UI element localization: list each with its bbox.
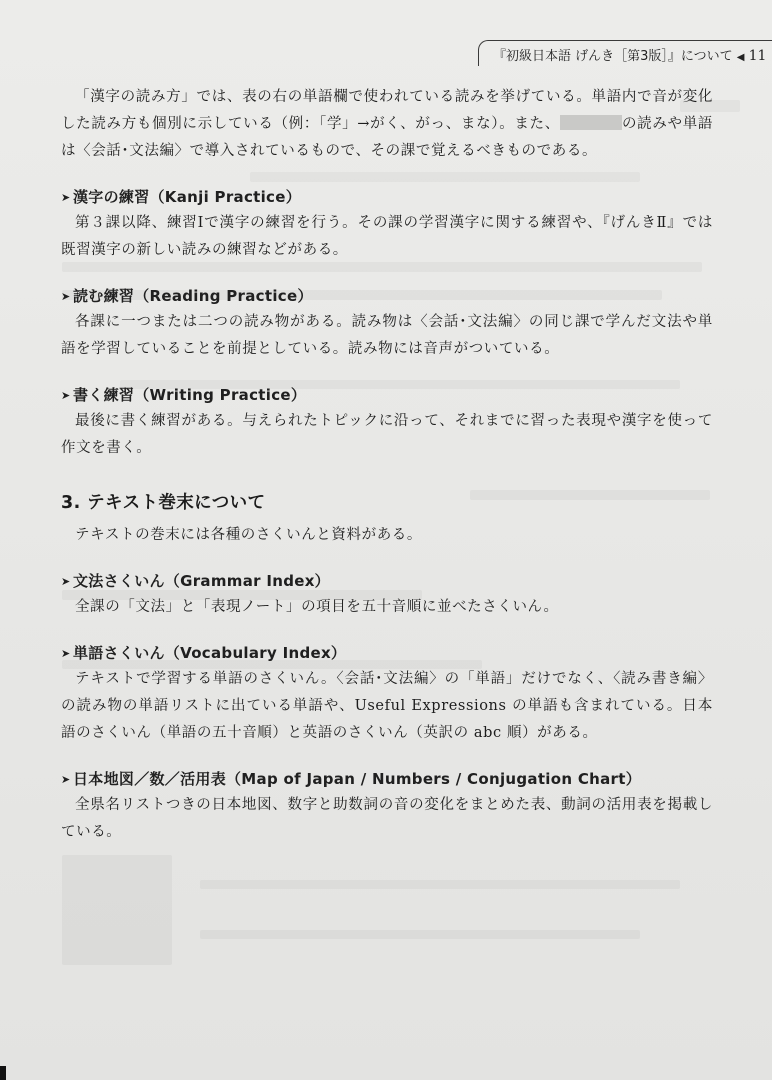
section-heading-grammar-index [61,569,713,594]
main-content [61,84,713,846]
section-heading-label: 単語さくいん（Vocabulary Index） [73,644,347,662]
section-heading-vocabulary-index [61,641,713,666]
section-body-writing-practice: 最後に書く練習がある。与えられたトピックに沿って、それまでに習った表現や漢字を使って作文を書く。 [61,413,713,456]
section-heading-label: 日本地図／数／活用表（Map of Japan / Numbers / Conjugation Chart） [73,770,642,788]
section-heading-label: 文法さくいん（Grammar Index） [73,572,330,590]
bleed-through-mark [62,855,172,965]
section-3-intro: テキストの巻末には各種のさくいんと資料がある。 [75,527,423,543]
section-heading-label: 読む練習（Reading Practice） [73,287,313,305]
redacted-block [560,115,622,130]
triangle-right-icon: ➤ [61,647,71,660]
section-body-kanji-practice: 第３課以降、練習Ⅰで漢字の練習を行う。その課の学習漢字に関する練習や、『げんきⅡ』では既習漢字の新しい読みの練習などがある。 [61,215,713,258]
triangle-right-icon: ➤ [61,389,71,402]
page-number: 11 [748,48,767,64]
section-body-vocabulary-index: テキストで学習する単語のさくいん。〈会話･文法編〉の「単語」だけでなく、〈読み書き編〉の読み物の単語リストに出ている単語や、Useful Expressions の単語も含まれている。日本語のさくいん（単語の五十音順）と英語のさくいん（英訳の abc 順）がある。 [61,671,713,741]
section-body-reading-practice: 各課に一つまたは二つの読み物がある。読み物は〈会話･文法編〉の同じ課で学んだ文法や単語を学習していることを前提としている。読み物には音声がついている。 [61,314,713,357]
triangle-right-icon: ➤ [61,575,71,588]
corner-mark [0,1066,6,1080]
section-heading-reading-practice [61,284,713,309]
section-heading-kanji-practice [61,185,713,210]
intro-text-part1: 「漢字の読み方」では、表の右の単語欄で使われている読みを挙げている。単語内で音が変化した読み方も個別に示している（例：「学」→がく、がっ、まな）。また、 [61,89,713,132]
running-header [478,40,772,66]
intro-text-part2: の読みや単語は〈会話･文法編〉で導入されているもので、その課で覚えるべきものである。 [61,116,713,159]
triangle-right-icon: ➤ [61,773,71,786]
running-header-title: 『初級日本語 げんき［第3版］』について [493,49,733,64]
section-body-map-numbers-conjugation: 全県名リストつきの日本地図、数字と助数詞の音の変化をまとめた表、動詞の活用表を掲載している。 [61,797,713,840]
section-3-title: 3. テキスト巻末について [61,493,266,513]
section-heading-map-numbers-conjugation [61,767,713,792]
section-heading-label: 書く練習（Writing Practice） [73,386,307,404]
triangle-right-icon: ➤ [61,290,71,303]
triangle-right-icon: ➤ [61,191,71,204]
section-body-grammar-index: 全課の「文法」と「表現ノート」の項目を五十音順に並べたさくいん。 [75,599,559,615]
section-heading-writing-practice [61,383,713,408]
triangle-left-icon: ◀ [736,52,745,63]
bleed-through-mark [200,880,680,889]
bleed-through-mark [200,930,640,939]
section-heading-label: 漢字の練習（Kanji Practice） [73,188,302,206]
intro-paragraph [61,84,713,165]
